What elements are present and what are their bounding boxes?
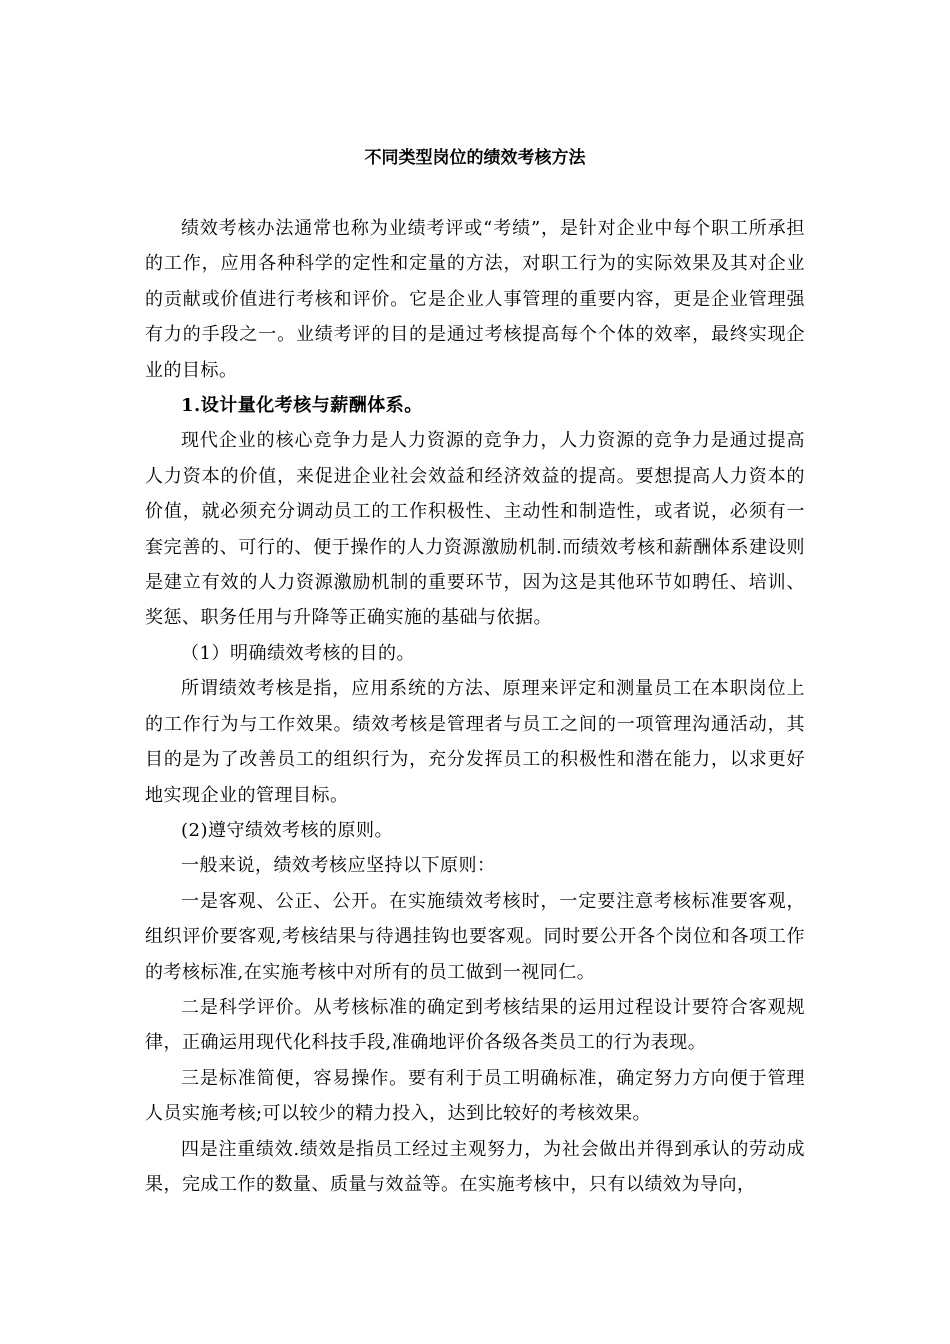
section-heading-1: 1.设计量化考核与薪酬体系。 xyxy=(181,395,423,417)
subsection-heading-1: （1）明确绩效考核的目的。 xyxy=(181,642,415,664)
document-title: 不同类型岗位的绩效考核方法 xyxy=(364,148,586,168)
principle-paragraph: 三是标准简便，容易操作。要有利于员工明确标准，确定努力方向便于管理人员实施考核;可以较少的精力投入，达到比较好的考核效果。 xyxy=(145,1067,805,1125)
body-paragraph: 所谓绩效考核是指，应用系统的方法、原理来评定和测量员工在本职岗位上的工作行为与工作效果。绩效考核是管理者与员工之间的一项管理沟通活动，其目的是为了改善员工的组织行为，充分发挥员工的积极性和潜在能力，以求更好地实现企业的管理目标。 xyxy=(145,678,805,806)
body-paragraph: 现代企业的核心竞争力是人力资源的竞争力，人力资源的竞争力是通过提高人力资本的价值，来促进企业社会效益和经济效益的提高。要想提高人力资本的价值，就必须充分调动员工的工作积极性、主动性和制造性，或者说，必须有一套完善的、可行的、便于操作的人力资源激励机制.而绩效考核和薪酬体系建设则是建立有效的人力资源激励机制的重要环节，因为这是其他环节如聘任、培训、奖惩、职务任用与升降等正确实施的基础与依据。 xyxy=(145,430,805,629)
principle-paragraph: 二是科学评价。从考核标准的确定到考核结果的运用过程设计要符合客观规律，正确运用现代化科技手段,准确地评价各级各类员工的行为表现。 xyxy=(145,996,805,1054)
principle-paragraph: 四是注重绩效.绩效是指员工经过主观努力，为社会做出并得到承认的劳动成果，完成工作的数量、质量与效益等。在实施考核中，只有以绩效为导向， xyxy=(145,1138,805,1195)
principle-paragraph: 一是客观、公正、公开。在实施绩效考核时，一定要注意考核标准要客观，组织评价要客观,考核结果与待遇挂钩也要客观。同时要公开各个岗位和各项工作的考核标准,在实施考核中对所有的员工做到一视同仁。 xyxy=(145,890,805,983)
intro-paragraph: 绩效考核办法通常也称为业绩考评或“考绩”，是针对企业中每个职工所承担的工作，应用各种科学的定性和定量的方法，对职工行为的实际效果及其对企业的贡献或价值进行考核和评价。它是企业人事管理的重要内容，更是企业管理强有力的手段之一。业绩考评的目的是通过考核提高每个个体的效率，最终实现企业的目标。 xyxy=(145,218,805,381)
document-body xyxy=(145,211,805,1202)
body-paragraph: 一般来说，绩效考核应坚持以下原则： xyxy=(181,855,496,877)
subsection-heading-2: (2)遵守绩效考核的原则。 xyxy=(181,819,393,841)
